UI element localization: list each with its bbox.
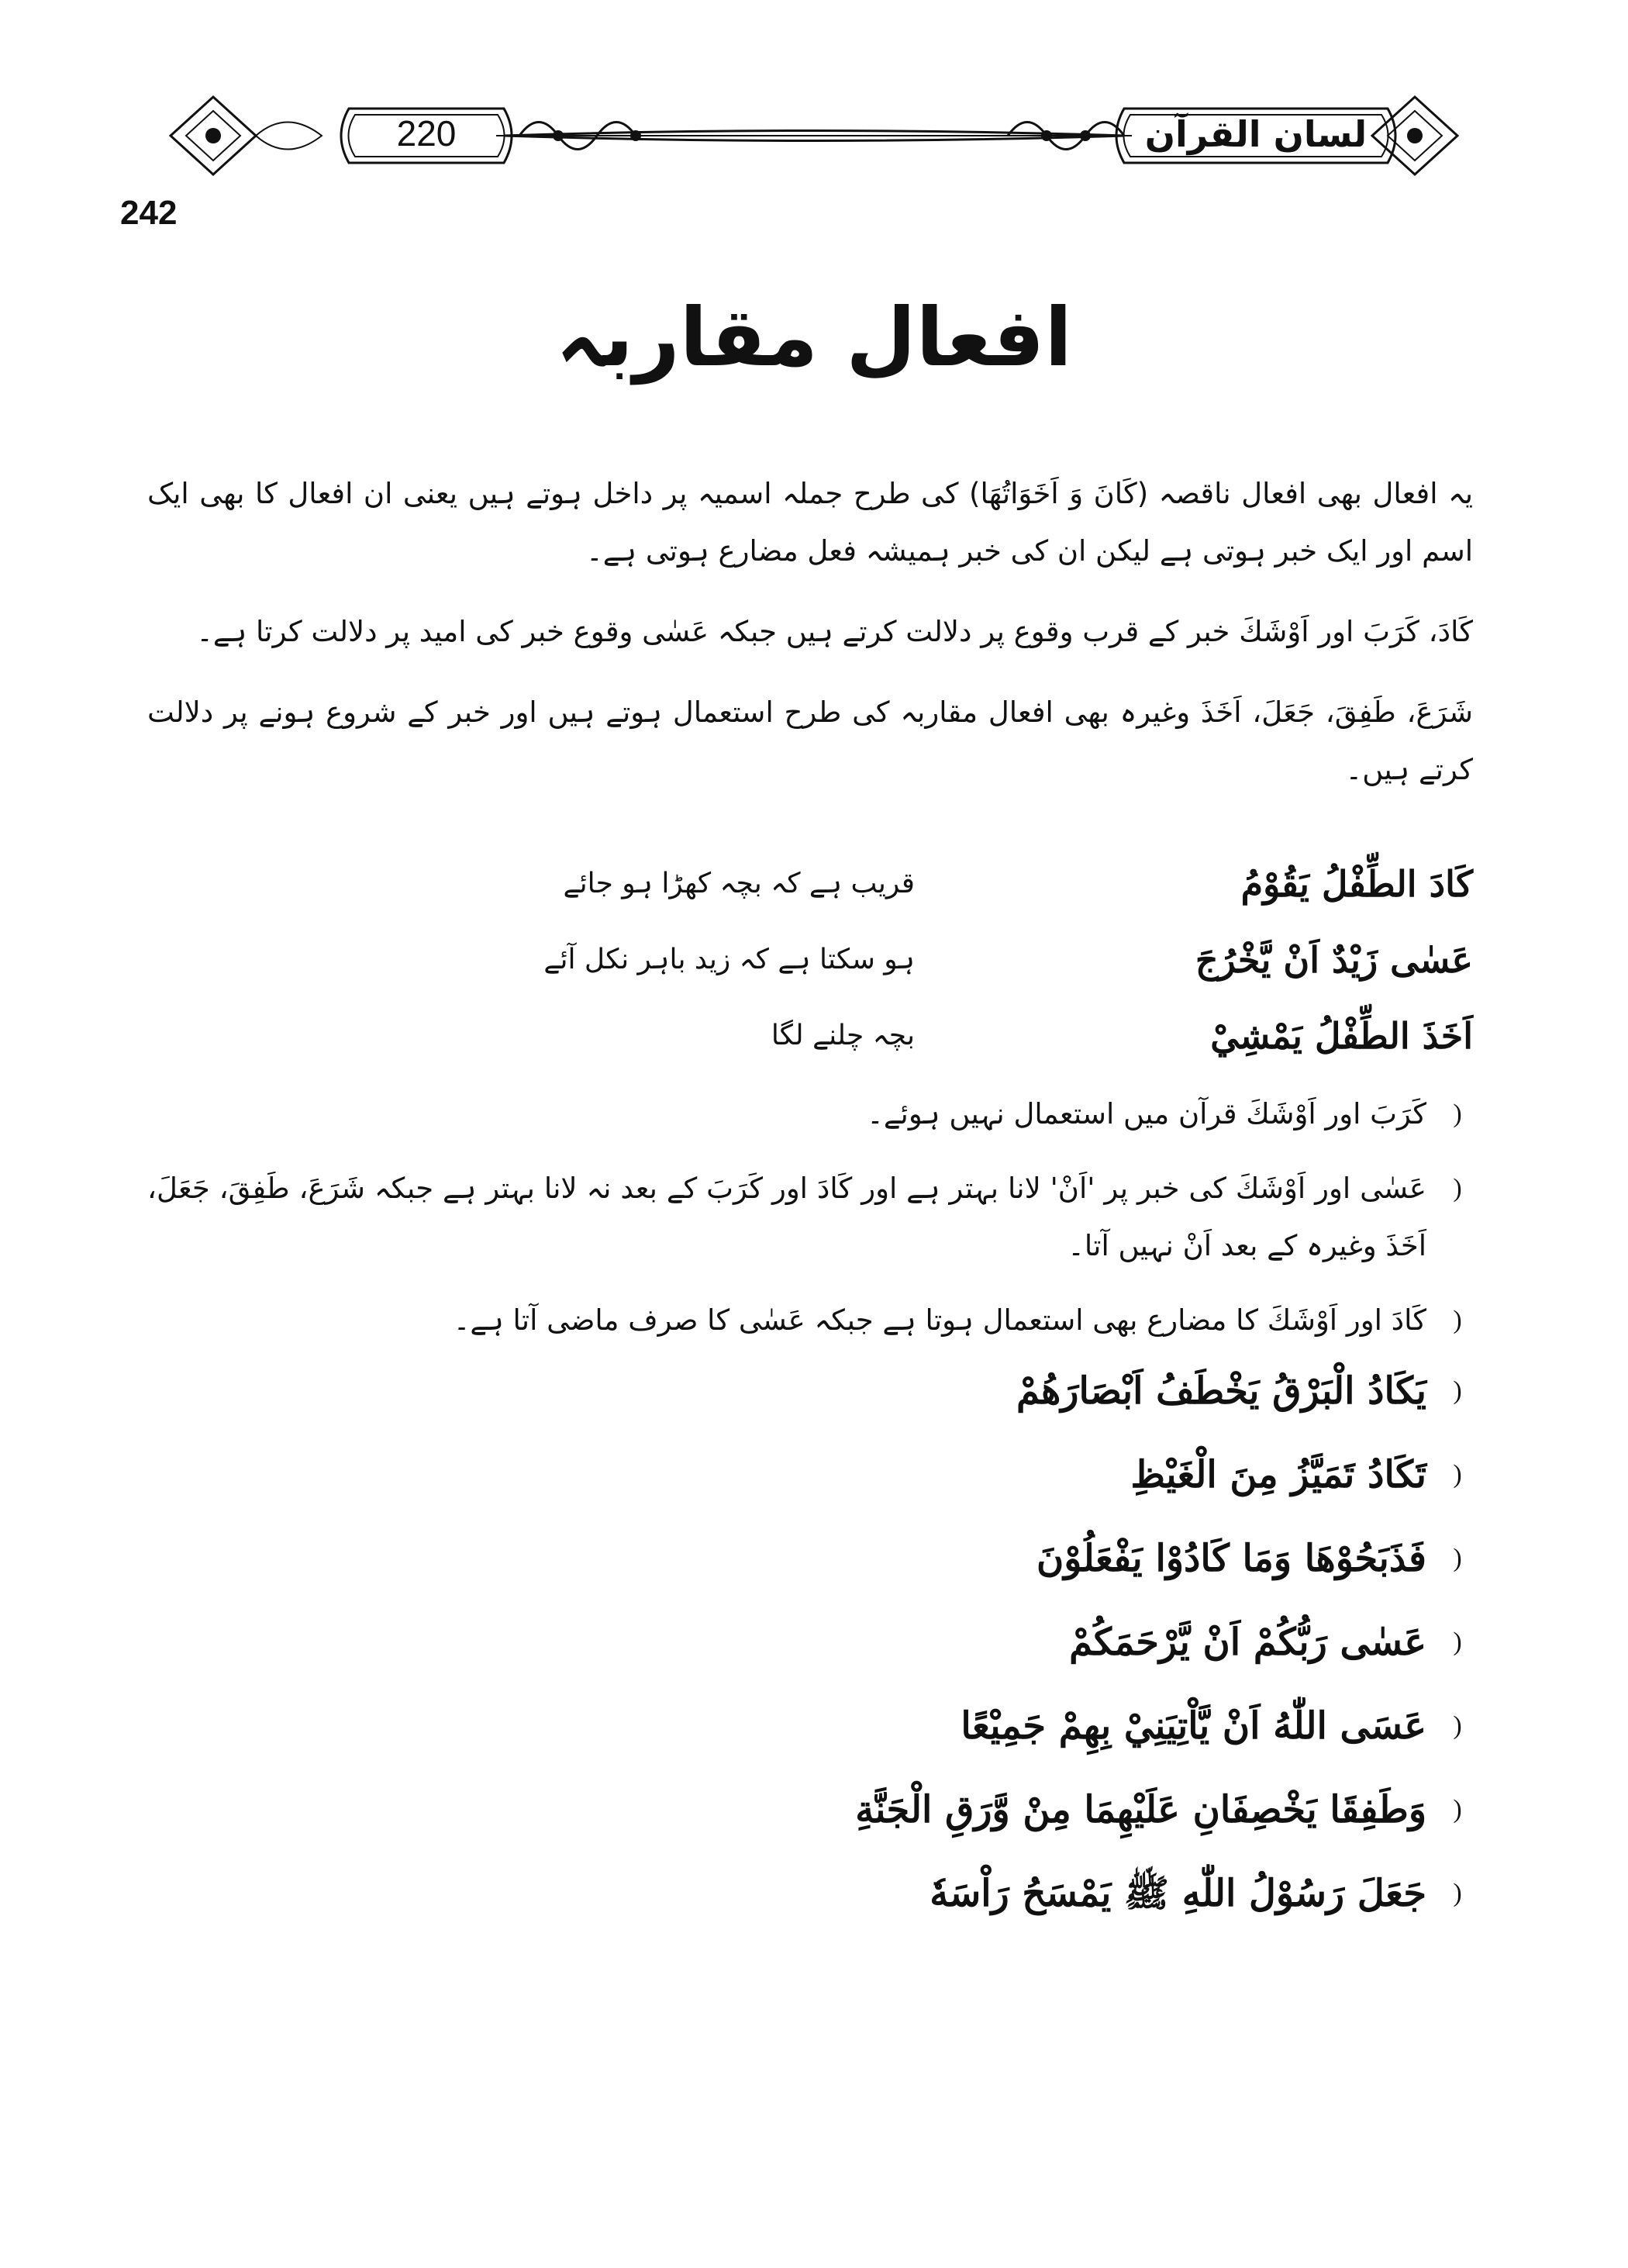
note-marker: ( bbox=[1453, 1099, 1462, 1128]
note-item bbox=[147, 1086, 1473, 1143]
example-arabic: عَسٰی زَيْدٌ اَنْ يَّخْرُجَ bbox=[1195, 939, 1473, 981]
verse-item bbox=[147, 1349, 1473, 1433]
verse-text: عَسٰی رَبُّكُمْ اَنْ يَّرْحَمَكُمْ bbox=[1069, 1621, 1426, 1664]
original-page-number: 242 bbox=[120, 194, 178, 232]
example-translation: قریب ہے کہ بچہ کھڑا ہو جائے bbox=[563, 868, 915, 899]
example-translation: ہو سکتا ہے کہ زید باہر نکل آئے bbox=[543, 944, 915, 975]
note-marker: ( bbox=[1453, 1174, 1462, 1203]
verse-text: فَذَبَحُوْهَا وَمَا كَادُوْا يَفْعَلُوْنَ bbox=[1036, 1537, 1426, 1580]
verse-item bbox=[147, 1600, 1473, 1684]
verse-text: تَكَادُ تَمَيَّزُ مِنَ الْغَيْظِ bbox=[1130, 1453, 1426, 1496]
note-text: کَادَ اور اَوْشَكَ کا مضارع بھی استعمال ہوتا ہے جبکہ عَسٰی کا صرف ماضی آتا ہے۔ bbox=[453, 1303, 1426, 1337]
book-title: لسان القرآن bbox=[1144, 113, 1368, 155]
body-text bbox=[147, 465, 1473, 799]
examples-list bbox=[147, 849, 1473, 1082]
verse-text: وَطَفِقَا يَخْصِفَانِ عَلَيْهِمَا مِنْ وَّرَقِ الْجَنَّةِ bbox=[855, 1788, 1426, 1831]
notes-list bbox=[147, 1086, 1473, 1935]
page-number: 220 bbox=[396, 113, 457, 154]
example-arabic: اَخَذَ الطِّفْلُ يَمْشِيْ bbox=[1210, 1015, 1473, 1057]
verse-marker: ( bbox=[1453, 1628, 1462, 1656]
page-header bbox=[155, 78, 1473, 194]
verse-marker: ( bbox=[1453, 1376, 1462, 1405]
note-marker: ( bbox=[1453, 1306, 1462, 1334]
example-translation: بچہ چلنے لگا bbox=[771, 1020, 915, 1051]
verse-text: جَعَلَ رَسُوْلُ اللّٰهِ ﷺ يَمْسَحُ رَاْسَهٗ bbox=[930, 1872, 1426, 1915]
verse-item bbox=[147, 1433, 1473, 1517]
verse-item bbox=[147, 1684, 1473, 1768]
verse-item bbox=[147, 1768, 1473, 1852]
note-item bbox=[147, 1160, 1473, 1275]
paragraph: یہ افعال بھی افعال ناقصہ (کَانَ وَ اَخَوَاتُھَا) کی طرح جملہ اسمیہ پر داخل ہوتے ہیں یعنی ان افعال کا بھی ایک اسم اور ایک خبر ہوتی ہے لیکن ان کی خبر ہمیشہ فعل مضارع ہوتی ہے۔ bbox=[147, 477, 1473, 568]
verse-marker: ( bbox=[1453, 1711, 1462, 1740]
note-text: عَسٰی اور اَوْشَكَ کی خبر پر 'اَنْ' لانا بہتر ہے اور کَادَ اور کَرَبَ کے بعد نہ لانا بہتر ہے جبکہ شَرَعَ، طَفِقَ، جَعَلَ، اَخَذَ وغیرہ کے بعد اَنْ نہیں آتا۔ bbox=[147, 1172, 1426, 1262]
verse-text: عَسَى اللّٰهُ اَنْ يَّاْتِيَنِيْ بِهِمْ جَمِيْعًا bbox=[961, 1704, 1426, 1748]
verse-marker: ( bbox=[1453, 1460, 1462, 1489]
verse-item bbox=[147, 1517, 1473, 1600]
example-arabic: كَادَ الطِّفْلُ يَقُوْمُ bbox=[1240, 863, 1473, 905]
note-text: کَرَبَ اور اَوْشَكَ قرآن میں استعمال نہیں ہوئے۔ bbox=[867, 1097, 1426, 1131]
example-row bbox=[147, 1001, 1473, 1071]
note-item bbox=[147, 1292, 1473, 1349]
paragraph: شَرَعَ، طَفِقَ، جَعَلَ، اَخَذَ وغیرہ بھی افعال مقاربہ کی طرح استعمال ہوتے ہیں اور خبر کے شروع ہونے پر دلالت کرتے ہیں۔ bbox=[147, 696, 1473, 786]
verse-marker: ( bbox=[1453, 1879, 1462, 1907]
verse-marker: ( bbox=[1453, 1795, 1462, 1824]
paragraph: کَادَ، کَرَبَ اور اَوْشَكَ خبر کے قرب وقوع پر دلالت کرتے ہیں جبکہ عَسٰی وقوع خبر کی امید پر دلالت کرتا ہے۔ bbox=[196, 615, 1473, 648]
chapter-heading: افعال مقاربہ bbox=[555, 290, 1073, 385]
example-row bbox=[147, 925, 1473, 995]
verse-item bbox=[147, 1852, 1473, 1935]
example-row bbox=[147, 849, 1473, 919]
verse-marker: ( bbox=[1453, 1544, 1462, 1572]
verse-text: يَكَادُ الْبَرْقُ يَخْطَفُ اَبْصَارَهُمْ bbox=[1016, 1369, 1426, 1413]
